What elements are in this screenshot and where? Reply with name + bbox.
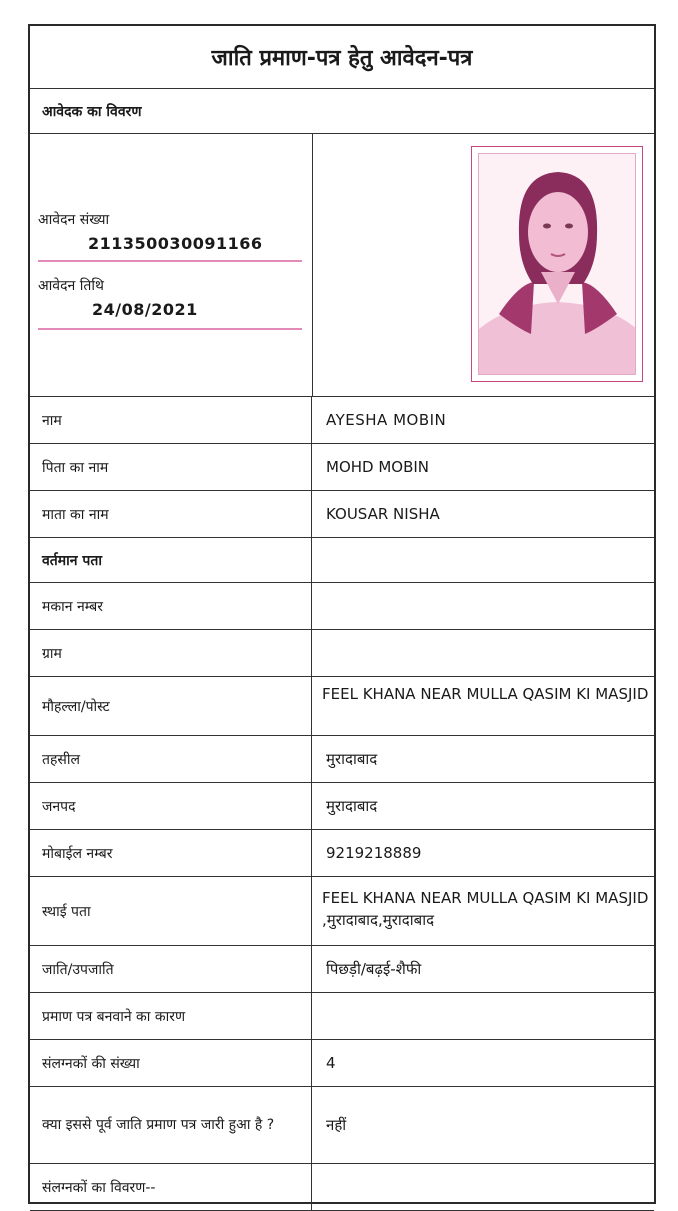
label-attachment-count: संलग्नकों की संख्या [30, 1040, 312, 1086]
caste-certificate-application-form [28, 24, 656, 1204]
value-house-number [312, 583, 654, 629]
row-attachment-count [30, 1040, 654, 1087]
label-village: ग्राम [30, 630, 312, 676]
value-mobile-number: 9219218889 [326, 844, 422, 862]
photo-cell [313, 134, 654, 396]
divider-line [38, 260, 302, 262]
value-attachment-count: 4 [326, 1054, 336, 1072]
row-permanent-address [30, 877, 654, 946]
value-village [312, 630, 654, 676]
label-father-name: पिता का नाम [30, 444, 312, 490]
row-district [30, 783, 654, 830]
row-caste-subcaste [30, 946, 654, 993]
label-permanent-address: स्थाई पता [30, 877, 312, 945]
value-district: मुरादाबाद [326, 797, 378, 815]
divider-line [38, 328, 302, 330]
value-father-name: MOHD MOBIN [326, 458, 430, 476]
application-meta [30, 134, 313, 396]
applicant-photo [478, 153, 636, 375]
form-title: जाति प्रमाण-पत्र हेतु आवेदन-पत्र [30, 26, 654, 89]
value-previous-certificate: नहीं [326, 1116, 347, 1134]
row-attachment-details [30, 1164, 654, 1211]
row-tehsil [30, 736, 654, 783]
section-applicant-details: आवेदक का विवरण [30, 89, 654, 134]
row-village [30, 630, 654, 677]
value-caste-subcaste: पिछड़ी/बढ़ई-शैफी [326, 960, 422, 978]
value-attachment-details [312, 1164, 654, 1210]
value-current-address [312, 538, 654, 582]
value-tehsil: मुरादाबाद [326, 750, 378, 768]
application-number-label: आवेदन संख्या [38, 212, 110, 228]
row-mother-name [30, 491, 654, 538]
label-attachment-details: संलग्नकों का विवरण-- [30, 1164, 312, 1210]
value-permanent-address: FEEL KHANA NEAR MULLA QASIM KI MASJID ,मुरादाबाद,मुरादाबाद [322, 889, 649, 929]
label-previous-certificate: क्या इससे पूर्व जाति प्रमाण पत्र जारी हुआ है ? [30, 1087, 312, 1163]
row-certificate-reason [30, 993, 654, 1040]
label-tehsil: तहसील [30, 736, 312, 782]
applicant-photo-frame [471, 146, 643, 382]
label-name: नाम [30, 397, 312, 443]
value-name: AYESHA MOBIN [326, 411, 447, 429]
application-info-block [30, 134, 654, 397]
label-caste-subcaste: जाति/उपजाति [30, 946, 312, 992]
application-number: 211350030091166 [88, 234, 263, 253]
row-locality-post [30, 677, 654, 736]
label-mother-name: माता का नाम [30, 491, 312, 537]
value-mother-name: KOUSAR NISHA [326, 505, 440, 523]
value-certificate-reason [312, 993, 654, 1039]
row-name [30, 397, 654, 444]
applicant-photo-icon [479, 154, 636, 375]
label-current-address: वर्तमान पता [30, 538, 312, 582]
row-previous-certificate [30, 1087, 654, 1164]
value-locality-post: FEEL KHANA NEAR MULLA QASIM KI MASJID [322, 685, 649, 703]
label-locality-post: मौहल्ला/पोस्ट [30, 677, 312, 735]
row-mobile-number [30, 830, 654, 877]
label-certificate-reason: प्रमाण पत्र बनवाने का कारण [30, 993, 312, 1039]
application-date-label: आवेदन तिथि [38, 278, 104, 294]
application-date: 24/08/2021 [92, 300, 198, 319]
label-house-number: मकान नम्बर [30, 583, 312, 629]
row-house-number [30, 583, 654, 630]
row-current-address [30, 538, 654, 583]
label-district: जनपद [30, 783, 312, 829]
label-mobile-number: मोबाईल नम्बर [30, 830, 312, 876]
row-father-name [30, 444, 654, 491]
